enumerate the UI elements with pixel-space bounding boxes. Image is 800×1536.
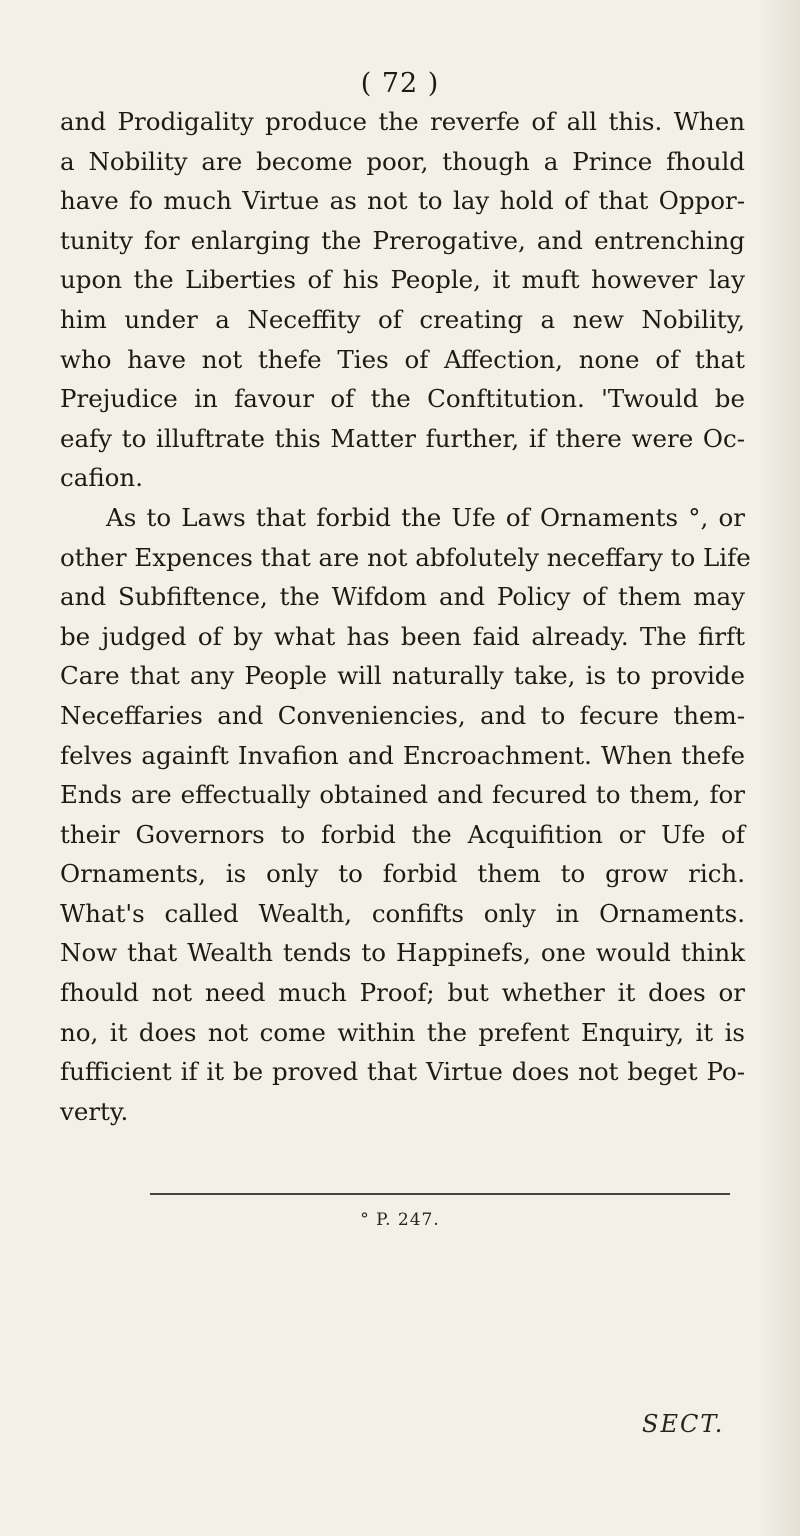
body-text [60, 102, 751, 1131]
text-line: What's called Wealth, confifts only in Ornaments. [60, 898, 745, 928]
text-line: their Governors to forbid the Acquifition or Ufe of [60, 819, 745, 849]
footnote: ° P. 247. [360, 1210, 440, 1230]
text-line: tunity for enlarging the Prerogative, and entrenching [60, 225, 745, 255]
text-line: felves againft Invafion and Encroachment. When thefe [60, 740, 745, 770]
text-line: have fo much Virtue as not to lay hold of that Oppor- [60, 186, 745, 216]
text-line: Ends are effectually obtained and fecured to them, for [60, 780, 745, 810]
text-line: him under a Neceffity of creating a new Nobility, [60, 304, 745, 334]
text-line: other Expences that are not abfolutely neceffary to Life [60, 542, 751, 572]
text-line: fufficient if it be proved that Virtue does not beget Po- [60, 1057, 745, 1087]
page-number: ( 72 ) [360, 68, 440, 99]
footnote-rule [150, 1193, 730, 1195]
catchword: SECT. [642, 1410, 725, 1438]
text-line: Prejudice in favour of the Conftitution. 'Twould be [60, 384, 745, 414]
text-line: a Nobility are become poor, though a Prince fhould [60, 146, 745, 176]
text-line: eafy to illuftrate this Matter further, if there were Oc- [60, 423, 745, 453]
text-line: and Subfiftence, the Wifdom and Policy of them may [60, 582, 745, 612]
text-line: Ornaments, is only to forbid them to grow rich. [60, 859, 745, 889]
text-line: As to Laws that forbid the Ufe of Ornaments °, or [106, 502, 745, 532]
text-line: verty. [60, 1096, 129, 1126]
text-line: upon the Liberties of his People, it muft however lay [60, 265, 745, 295]
text-line: who have not thefe Ties of Affection, none of that [60, 344, 745, 374]
text-line: fhould not need much Proof; but whether it does or [60, 978, 745, 1008]
text-line: and Prodigality produce the reverfe of all this. When [60, 107, 745, 136]
text-line: be judged of by what has been faid already. The firft [60, 621, 745, 651]
text-line: Care that any People will naturally take, is to provide [60, 661, 745, 691]
page-edge-shadow [760, 0, 800, 1536]
text-line: no, it does not come within the prefent Enquiry, it is [60, 1017, 745, 1047]
text-line: cafion. [60, 463, 143, 493]
text-line: Neceffaries and Conveniencies, and to fecure them- [60, 700, 745, 730]
text-line: Now that Wealth tends to Happinefs, one would think [60, 938, 745, 968]
